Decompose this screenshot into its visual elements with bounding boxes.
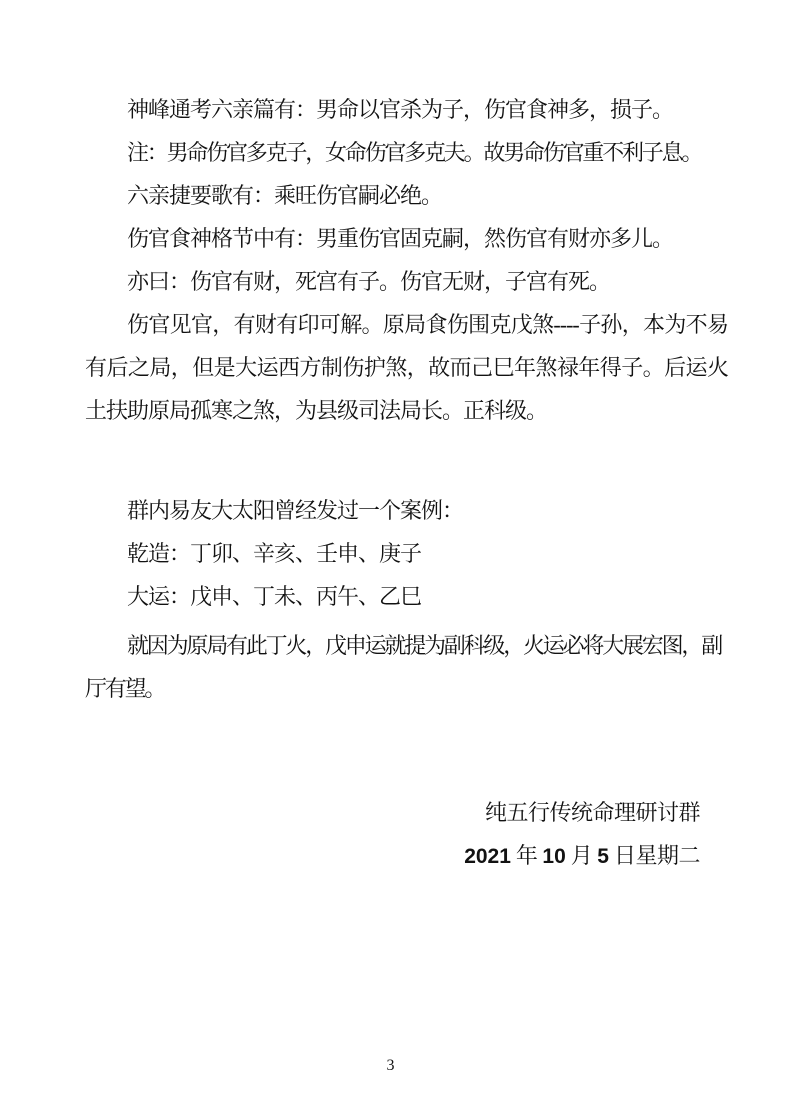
paragraph-case-analysis: 伤官见官，有财有印可解。原局食伤围克戊煞----子孙，本为不易有后之局，但是大运西方制伤护煞，故而己巳年煞禄年得子。后运火土扶助原局孤寒之煞，为县级司法局长。正科级。 xyxy=(85,312,728,423)
paragraph-shangguan-shishen: 伤官食神格节中有：男重伤官固克嗣，然伤官有财亦多儿。 xyxy=(127,226,674,251)
signature-block xyxy=(85,791,728,878)
paragraph-liuqin-jieyaoge: 六亲捷要歌有：乘旺伤官嗣必绝。 xyxy=(127,183,443,208)
paragraph-case-intro: 群内易友大太阳曾经发过一个案例： xyxy=(127,498,464,523)
paragraph-yiyue: 亦曰：伤官有财，死宫有子。伤官无财，子宫有死。 xyxy=(127,269,611,294)
paragraph-shenfeng-tongkao: 神峰通考六亲篇有：男命以官杀为子，伤官食神多，损子。 xyxy=(127,97,674,122)
page-number: 3 xyxy=(386,1057,395,1074)
paragraph-conclusion: 就因为原局有此丁火，戊申运就提为副科级，火运必将大展宏图，副厅有望。 xyxy=(85,633,722,701)
signature-group-name: 纯五行传统命理研讨群 xyxy=(484,800,700,825)
signature-date-line: 2021 年 10 月 5 日星期二 xyxy=(464,843,700,868)
paragraph-qianzao-pillars: 乾造：丁卯、辛亥、壬申、庚子 xyxy=(127,541,422,566)
paragraph-dayun-luck-cycles: 大运：戊申、丁未、丙午、乙巳 xyxy=(127,584,422,609)
document-body xyxy=(85,88,728,878)
paragraph-note: 注：男命伤官多克子，女命伤官多克夫。故男命伤官重不利子息。 xyxy=(127,140,702,165)
